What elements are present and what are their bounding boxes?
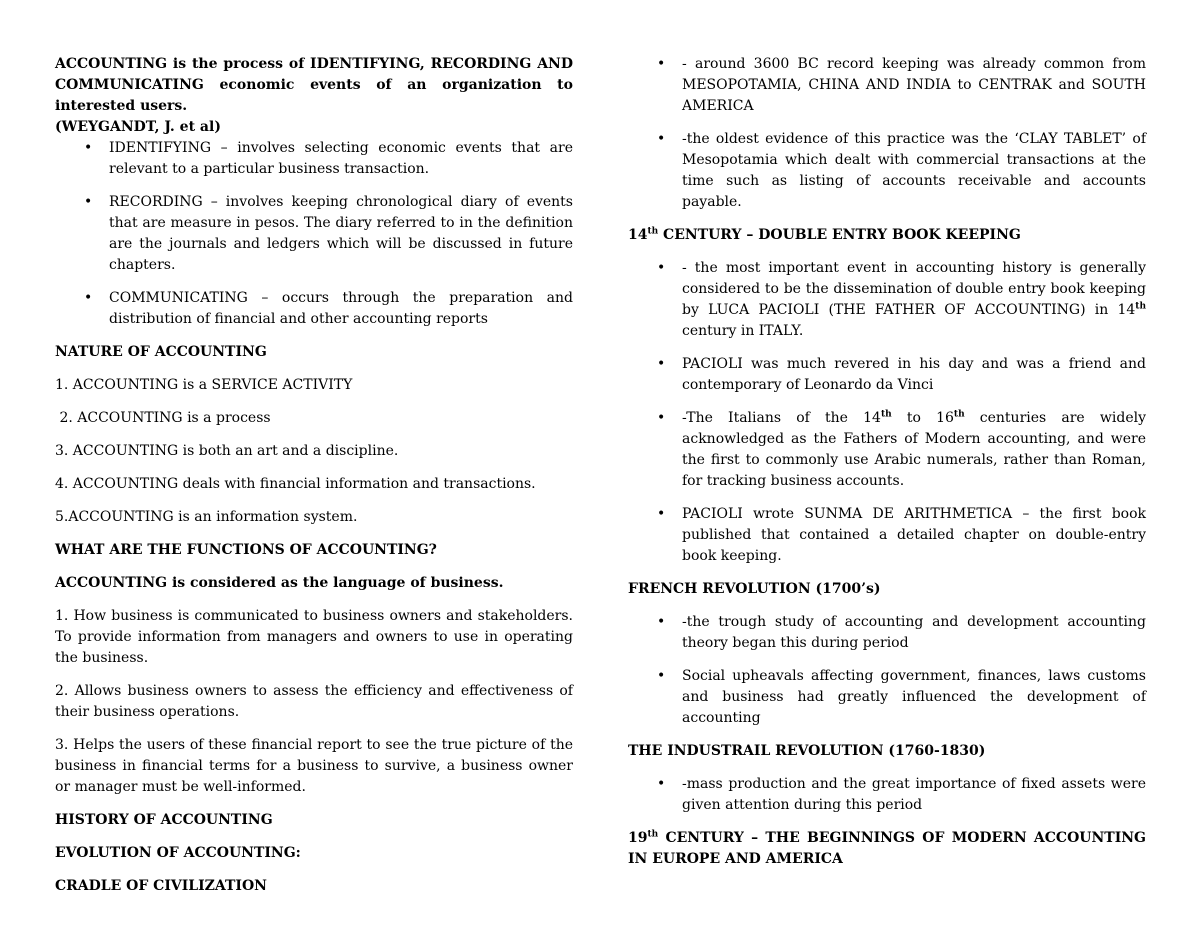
function-item: 2. Allows business owners to assess the efficiency and effectiveness of their business operations. [55, 683, 573, 720]
section-heading: WHAT ARE THE FUNCTIONS OF ACCOUNTING? [55, 542, 437, 558]
nature-item: 2. ACCOUNTING is a process [55, 410, 271, 426]
bullet-icon: • [657, 410, 666, 426]
list-item-text: -the oldest evidence of this practice was the ‘CLAY TABLET’ of Mesopotamia which dealt with commercial transactions at the time such as listing of accounts receivable and accounts payable. [682, 131, 1146, 210]
right-column [628, 54, 1146, 870]
list-item-text: to 16 [891, 410, 954, 426]
function-item: 1. How business is communicated to business owners and stakeholders. To provide information from managers and owners to use in operating the business. [55, 608, 573, 666]
nature-item: 5.ACCOUNTING is an information system. [55, 509, 358, 525]
list-item [55, 138, 573, 180]
ordinal-suffix: th [647, 829, 659, 840]
left-column [55, 54, 573, 909]
section-heading: FRENCH REVOLUTION (1700’s) [628, 581, 881, 597]
list-item [628, 774, 1146, 816]
century14-bullet-list [628, 258, 1146, 567]
bullet-icon: • [657, 260, 666, 276]
bullet-icon: • [657, 668, 666, 684]
list-item [628, 612, 1146, 654]
ordinal-suffix: th [1135, 301, 1146, 312]
list-item-text: RECORDING – involves keeping chronological diary of events that are measure in pesos. The diary referred to in the definition are the journals and ledgers which will be discussed in future chapters. [109, 194, 573, 273]
function-item: 3. Helps the users of these financial report to see the true picture of the business in financial terms for a business to survive, a business owner or manager must be well-informed. [55, 737, 573, 795]
nature-item: 3. ACCOUNTING is both an art and a discipline. [55, 443, 399, 459]
list-item-text: PACIOLI was much revered in his day and was a friend and contemporary of Leonardo da Vinci [682, 356, 1146, 393]
section-heading: ACCOUNTING is considered as the language of business. [55, 575, 504, 591]
list-item-text: Social upheavals affecting government, finances, laws customs and business had greatly influenced the development of accounting [682, 668, 1146, 726]
list-item [628, 258, 1146, 342]
bullet-icon: • [657, 614, 666, 630]
citation: (WEYGANDT, J. et al) [55, 119, 221, 135]
heading-number: 14 [628, 227, 648, 243]
ordinal-suffix: th [647, 226, 659, 237]
bullet-icon: • [657, 776, 666, 792]
list-item [628, 666, 1146, 729]
section-heading: EVOLUTION OF ACCOUNTING: [55, 845, 301, 861]
ordinal-suffix: th [953, 409, 965, 420]
list-item-text: IDENTIFYING – involves selecting economic events that are relevant to a particular business transaction. [109, 140, 573, 177]
list-item-text: -mass production and the great importance of fixed assets were given attention during this period [682, 776, 1146, 813]
definition-bullet-list [55, 138, 573, 330]
list-item-text: centuries are widely acknowledged as the Fathers of Modern accounting, and were the first to commonly use Arabic numerals, rather than Roman, for tracking business accounts. [682, 410, 1146, 489]
section-heading: NATURE OF ACCOUNTING [55, 344, 267, 360]
list-item-text: PACIOLI wrote SUNMA DE ARITHMETICA – the first book published that contained a detailed chapter on double-entry book keeping. [682, 506, 1146, 564]
industrial-bullet-list [628, 774, 1146, 816]
list-item-text: - around 3600 BC record keeping was already common from MESOPOTAMIA, CHINA AND INDIA to CENTRAK and SOUTH AMERICA [682, 56, 1146, 114]
section-heading: THE INDUSTRAIL REVOLUTION (1760-1830) [628, 743, 986, 759]
definition-paragraph: ACCOUNTING is the process of IDENTIFYING, RECORDING AND COMMUNICATING economic events of an organization to interested users. [55, 56, 573, 114]
list-item [628, 504, 1146, 567]
section-heading: CRADLE OF CIVILIZATION [55, 878, 267, 894]
list-item [628, 54, 1146, 117]
cradle-bullet-list [628, 54, 1146, 213]
heading-number: 19 [628, 830, 648, 846]
section-heading [628, 225, 1146, 246]
list-item-text: - the most important event in accounting history is generally considered to be the dissemination of double entry book keeping by LUCA PACIOLI (THE FATHER OF ACCOUNTING) in 14 [682, 260, 1146, 318]
heading-text: CENTURY – THE BEGINNINGS OF MODERN ACCOUNTING IN EUROPE AND AMERICA [628, 830, 1146, 867]
list-item [628, 354, 1146, 396]
list-item-text: COMMUNICATING – occurs through the preparation and distribution of financial and other accounting reports [109, 290, 573, 327]
section-heading [628, 828, 1146, 870]
list-item [628, 408, 1146, 492]
bullet-icon: • [657, 356, 666, 372]
bullet-icon: • [84, 290, 93, 306]
bullet-icon: • [84, 140, 93, 156]
heading-text: CENTURY – DOUBLE ENTRY BOOK KEEPING [658, 227, 1021, 243]
nature-item: 4. ACCOUNTING deals with financial information and transactions. [55, 476, 536, 492]
bullet-icon: • [657, 506, 666, 522]
list-item-text: -the trough study of accounting and development accounting theory began this during period [682, 614, 1146, 651]
list-item [55, 192, 573, 276]
bullet-icon: • [657, 131, 666, 147]
section-heading: HISTORY OF ACCOUNTING [55, 812, 273, 828]
bullet-icon: • [657, 56, 666, 72]
nature-item: 1. ACCOUNTING is a SERVICE ACTIVITY [55, 377, 353, 393]
list-item [628, 129, 1146, 213]
list-item [55, 288, 573, 330]
bullet-icon: • [84, 194, 93, 210]
ordinal-suffix: th [880, 409, 892, 420]
list-item-text: -The Italians of the 14 [682, 410, 881, 426]
french-bullet-list [628, 612, 1146, 729]
list-item-text: century in ITALY. [682, 323, 804, 339]
